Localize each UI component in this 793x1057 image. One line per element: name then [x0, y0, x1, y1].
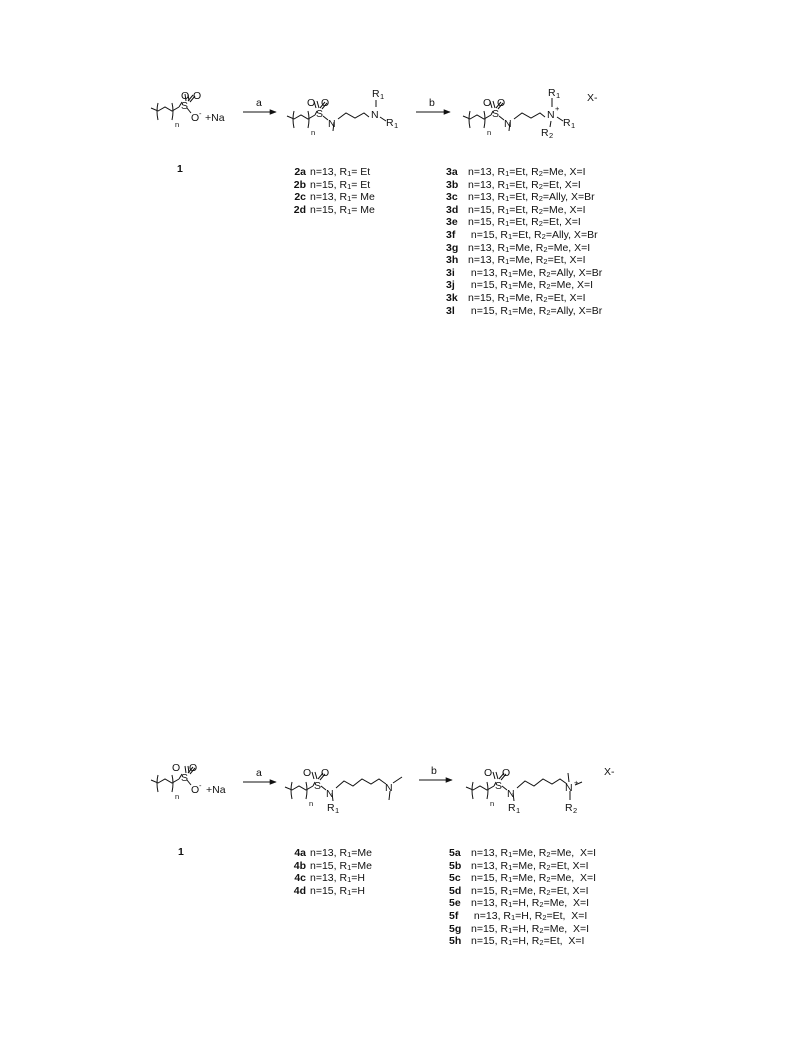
- scheme1-start-na: +Na: [205, 112, 225, 124]
- compound-text: n=15, R: [468, 216, 506, 229]
- subscript: 1: [505, 219, 510, 229]
- subscript: 1: [505, 294, 510, 304]
- subscript: 1: [505, 194, 510, 204]
- compound-text: n=15, R: [468, 304, 508, 317]
- scheme2-arrow-a: [243, 767, 276, 782]
- compound-text: n=13, R: [468, 178, 506, 191]
- scheme1-salt-n-quat: N: [547, 109, 555, 121]
- scheme1-amine-o1: O: [307, 97, 316, 109]
- compound-id: 5h: [449, 935, 462, 948]
- compound-id: 4a: [294, 847, 306, 859]
- compound-row-3l: [446, 306, 602, 319]
- compound-id: 4c: [294, 872, 306, 885]
- compound-id: 3a: [446, 166, 458, 178]
- compound-text: n=15, R: [471, 872, 509, 885]
- compound-text: n=13, R: [310, 191, 348, 204]
- scheme1-salt-plus: +: [555, 104, 560, 113]
- scheme2-arrow-b-label: b: [431, 765, 437, 777]
- compound-text: =Et, X=I: [547, 254, 586, 267]
- scheme2-start-o1: O: [172, 762, 181, 774]
- subscript: 1: [508, 231, 513, 241]
- compound-text: n=15, R: [310, 203, 348, 216]
- compound-text: =Me, R: [512, 304, 547, 317]
- scheme2-start-minus: -: [199, 781, 202, 790]
- compound-id: 5e: [449, 897, 461, 910]
- compound-text: =Me, X=I: [542, 166, 586, 178]
- compound-text: =Ally, X=Br: [542, 191, 595, 204]
- compound-text: =Ally, X=Br: [545, 228, 598, 241]
- compound-text: =Me, X=I: [550, 279, 594, 292]
- scheme1-salt-r1-top-sub: 1: [556, 91, 561, 100]
- subscript: 1: [347, 169, 352, 178]
- compound-id: 3b: [446, 178, 459, 191]
- compound-text: =Me, R: [512, 872, 547, 885]
- subscript: 1: [508, 307, 513, 317]
- compound-row-5h: [449, 936, 596, 949]
- subscript: 1: [508, 269, 513, 279]
- scheme2-starting-material: [151, 762, 226, 801]
- subscript: 1: [347, 862, 352, 872]
- subscript: 2: [539, 900, 544, 910]
- scheme1-salt-r2-sub: 2: [549, 131, 554, 140]
- compound-text: =Me, R: [509, 291, 544, 304]
- subscript: 1: [508, 900, 513, 910]
- compound-text: n=13, R: [310, 847, 348, 859]
- scheme1-arrow-a-label: a: [256, 97, 262, 109]
- compound-text: =Me, R: [512, 847, 547, 859]
- scheme1-salt-n: n: [487, 128, 492, 137]
- compound-text: n=15, R: [471, 922, 509, 935]
- compound-text: =Ally, X=Br: [550, 266, 603, 279]
- scheme2-salt-o2: O: [502, 767, 511, 779]
- compound-text: = Et: [351, 166, 371, 178]
- compound-text: =Et, R: [509, 203, 539, 216]
- compound-row-4d: [286, 886, 372, 899]
- subscript: 2: [546, 307, 551, 317]
- compound-text: =H, R: [512, 922, 540, 935]
- subscript: 2: [538, 181, 543, 191]
- compound-text: n=13, R: [471, 909, 511, 922]
- subscript: 1: [347, 850, 352, 859]
- compound-row-2d: [286, 205, 375, 218]
- subscript: 1: [508, 875, 513, 885]
- scheme1-amine-r1-side: R: [386, 117, 394, 129]
- subscript: 2: [546, 875, 551, 885]
- compound-id: 3c: [446, 191, 458, 204]
- compound-text: n=15, R: [471, 884, 509, 897]
- compound-text: n=13, R: [310, 872, 348, 885]
- scheme1-salt-r1-top: R: [548, 87, 556, 99]
- scheme2-salt-r1-sub: 1: [516, 806, 521, 815]
- subscript: 1: [508, 862, 513, 872]
- subscript: 2: [546, 282, 551, 292]
- subscript: 2: [538, 219, 543, 229]
- subscript: 1: [508, 850, 513, 859]
- subscript: 1: [347, 206, 352, 216]
- scheme1-start-o2: O: [193, 90, 202, 102]
- compound-text: = Me: [351, 191, 375, 204]
- compound-id: 3e: [446, 216, 458, 229]
- scheme1-start-minus: -: [199, 109, 202, 118]
- compound-text: =Me, X=I: [542, 203, 586, 216]
- scheme2-list-5: [449, 848, 596, 949]
- subscript: 1: [511, 912, 516, 922]
- compound-id: 4d: [293, 884, 306, 897]
- compound-id: 5b: [449, 859, 462, 872]
- scheme2-amine-product: [285, 767, 402, 815]
- compound-text: n=13, R: [468, 191, 506, 204]
- compound-text: n=13, R: [468, 254, 506, 267]
- compound-text: n=13, R: [471, 859, 509, 872]
- compound-id: 3l: [446, 304, 455, 317]
- scheme1-amine-o2: O: [321, 97, 330, 109]
- compound-id: 5a: [449, 847, 461, 859]
- scheme2-start-n: n: [175, 792, 180, 801]
- compound-id: 3d: [446, 203, 459, 216]
- compound-text: n=13, R: [468, 241, 506, 254]
- compound-id: 2d: [293, 203, 306, 216]
- scheme2-start-s: S: [181, 772, 189, 784]
- compound-text: =Et, R: [509, 178, 539, 191]
- compound-text: =Me, R: [512, 859, 547, 872]
- scheme2-amine-s: S: [314, 780, 322, 792]
- subscript: 1: [505, 181, 510, 191]
- compound-text: =Et, X=I: [550, 884, 589, 897]
- compound-text: n=15, R: [471, 935, 509, 948]
- subscript: 1: [505, 244, 510, 254]
- compound-text: n=15, R: [468, 203, 506, 216]
- scheme1-list-2: [286, 167, 375, 217]
- scheme2-amine-n-sulfonamide: N: [326, 788, 334, 800]
- subscript: 2: [546, 850, 551, 859]
- scheme2-salt-plus: +: [574, 778, 579, 787]
- scheme1-amine-n: n: [311, 128, 316, 137]
- scheme2-amine-o1: O: [303, 767, 312, 779]
- scheme2-salt-r1: R: [508, 802, 516, 814]
- compound-text: =H: [351, 872, 365, 885]
- scheme1-salt-counterion: X-: [587, 92, 598, 104]
- compound-text: n=13, R: [471, 847, 509, 859]
- subscript: 2: [542, 912, 547, 922]
- compound-id: 5g: [449, 922, 462, 935]
- compound-text: =Et, X=I: [550, 859, 589, 872]
- subscript: 2: [543, 294, 548, 304]
- subscript: 2: [538, 206, 543, 216]
- compound-text: =Et, R: [512, 228, 542, 241]
- scheme1-start-s: S: [181, 100, 189, 112]
- scheme1-salt-r2: R: [541, 127, 549, 139]
- scheme1-salt-o2: O: [497, 97, 506, 109]
- compound-id: 3j: [446, 279, 455, 292]
- compound-text: =Me, X=I: [543, 922, 590, 935]
- scheme1-salt-n-sulfonamide: N: [504, 118, 512, 130]
- compound-id: 3i: [446, 266, 455, 279]
- subscript: 1: [505, 257, 510, 267]
- compound-text: =H, R: [512, 935, 540, 948]
- scheme2-amine-r1: R: [327, 802, 335, 814]
- compound-text: =Et, R: [509, 191, 539, 204]
- subscript: 1: [508, 887, 513, 897]
- compound-text: =Et, X=I: [543, 935, 585, 948]
- compound-text: =Et, X=I: [542, 216, 581, 229]
- scheme1-amine-s: S: [316, 108, 324, 120]
- subscript: 2: [546, 269, 551, 279]
- scheme1-compound-1-label: 1: [177, 163, 183, 175]
- compound-text: = Me: [351, 203, 375, 216]
- compound-text: n=15, R: [310, 884, 348, 897]
- compound-text: =Me, X=I: [543, 897, 590, 910]
- scheme1-amine-n-sulfonamide: N: [328, 118, 336, 130]
- scheme2-salt-o1: O: [484, 767, 493, 779]
- subscript: 1: [347, 887, 352, 897]
- scheme2-amine-o2: O: [321, 767, 330, 779]
- scheme1-start-o-minus: O: [191, 112, 200, 124]
- compound-text: =Et, X=I: [542, 178, 581, 191]
- compound-id: 5c: [449, 872, 461, 885]
- scheme1-amine-r1-top: R: [372, 88, 380, 100]
- subscript: 1: [508, 925, 513, 935]
- subscript: 2: [546, 862, 551, 872]
- subscript: 2: [538, 194, 543, 204]
- scheme2-amine-r1-sub: 1: [335, 806, 340, 815]
- scheme1-salt-o1: O: [483, 97, 492, 109]
- compound-id: 2c: [294, 191, 306, 204]
- compound-id: 3g: [446, 241, 459, 254]
- compound-text: =Me, X=I: [550, 847, 597, 859]
- compound-text: n=15, R: [310, 859, 348, 872]
- subscript: 1: [505, 169, 510, 178]
- compound-text: =Me: [351, 859, 372, 872]
- compound-id: 3h: [446, 254, 459, 267]
- compound-text: n=15, R: [310, 178, 348, 191]
- scheme1-arrow-b-label: b: [429, 97, 435, 109]
- scheme2-start-na: +Na: [206, 784, 226, 796]
- compound-id: 5f: [449, 909, 459, 922]
- compound-text: =Me: [351, 847, 372, 859]
- compound-text: n=13, R: [468, 266, 508, 279]
- scheme1-starting-material: [151, 90, 225, 129]
- scheme1-start-o1: O: [181, 90, 190, 102]
- scheme1-arrow-a: [243, 97, 276, 112]
- subscript: 1: [505, 206, 510, 216]
- compound-text: =Et, R: [509, 166, 539, 178]
- scheme2-arrow-a-label: a: [256, 767, 262, 779]
- compound-text: =Et, X=I: [546, 909, 588, 922]
- compound-text: =Me, X=I: [547, 241, 591, 254]
- compound-text: n=15, R: [468, 291, 506, 304]
- scheme2-list-4: [286, 848, 372, 898]
- scheme2-salt-r2: R: [565, 802, 573, 814]
- compound-text: n=15, R: [468, 228, 508, 241]
- scheme1-list-3: [446, 167, 602, 318]
- scheme1-quaternary-salt: [463, 87, 598, 140]
- scheme2-salt-n-sulfonamide: N: [507, 788, 515, 800]
- scheme2-start-o2: O: [189, 762, 198, 774]
- scheme1-amine-r1-top-sub: 1: [380, 92, 385, 101]
- compound-text: n=13, R: [310, 166, 348, 178]
- compound-id: 4b: [293, 859, 306, 872]
- compound-text: =H: [351, 884, 365, 897]
- subscript: 1: [508, 282, 513, 292]
- scheme2-arrow-b: [419, 765, 452, 780]
- compound-id: 2b: [293, 178, 306, 191]
- compound-text: =Me, R: [509, 241, 544, 254]
- compound-text: =Et, R: [509, 216, 539, 229]
- scheme1-amine-n-amine: N: [371, 109, 379, 121]
- scheme1-amine-product: [287, 88, 398, 137]
- compound-text: =H, R: [512, 897, 540, 910]
- subscript: 2: [546, 887, 551, 897]
- subscript: 1: [347, 194, 352, 204]
- scheme2-salt-counterion: X-: [604, 766, 615, 778]
- subscript: 1: [347, 181, 352, 191]
- scheme1-arrow-b: [416, 97, 450, 112]
- scheme2-salt-s: S: [495, 780, 503, 792]
- scheme2-amine-n: n: [309, 799, 314, 808]
- compound-text: =Et, X=I: [547, 291, 586, 304]
- compound-text: =Ally, X=Br: [550, 304, 603, 317]
- compound-text: =Me, R: [509, 254, 544, 267]
- scheme2-compound-1-label: 1: [178, 846, 184, 858]
- compound-id: 2a: [294, 166, 306, 178]
- compound-text: n=13, R: [471, 897, 509, 910]
- compound-text: = Et: [351, 178, 371, 191]
- scheme2-amine-n-amine: N: [385, 782, 393, 794]
- subscript: 2: [539, 938, 544, 948]
- subscript: 2: [539, 925, 544, 935]
- scheme1-salt-r1-side-sub: 1: [571, 121, 576, 130]
- scheme2-start-o-minus: O: [191, 784, 200, 796]
- compound-text: n=15, R: [468, 279, 508, 292]
- scheme2-salt-n-quat: N: [565, 782, 573, 794]
- subscript: 2: [543, 244, 548, 254]
- compound-id: 3f: [446, 228, 456, 241]
- compound-text: =Me, R: [512, 884, 547, 897]
- compound-text: n=13, R: [468, 166, 506, 178]
- scheme2-quaternary-salt: [466, 766, 615, 815]
- scheme2-salt-r2-sub: 2: [573, 806, 578, 815]
- compound-text: =H, R: [515, 909, 543, 922]
- compound-id: 5d: [449, 884, 462, 897]
- scheme2-salt-n: n: [490, 799, 495, 808]
- subscript: 2: [538, 169, 543, 178]
- subscript: 2: [543, 257, 548, 267]
- scheme1-salt-s: S: [492, 108, 500, 120]
- subscript: 1: [508, 938, 513, 948]
- subscript: 2: [541, 231, 546, 241]
- scheme1-start-n: n: [175, 120, 180, 129]
- scheme1-salt-r1-side: R: [563, 117, 571, 129]
- compound-text: =Me, R: [512, 279, 547, 292]
- compound-text: =Me, R: [512, 266, 547, 279]
- compound-id: 3k: [446, 291, 458, 304]
- subscript: 1: [347, 875, 352, 885]
- scheme1-amine-r1-side-sub: 1: [394, 121, 399, 130]
- compound-text: =Me, X=I: [550, 872, 597, 885]
